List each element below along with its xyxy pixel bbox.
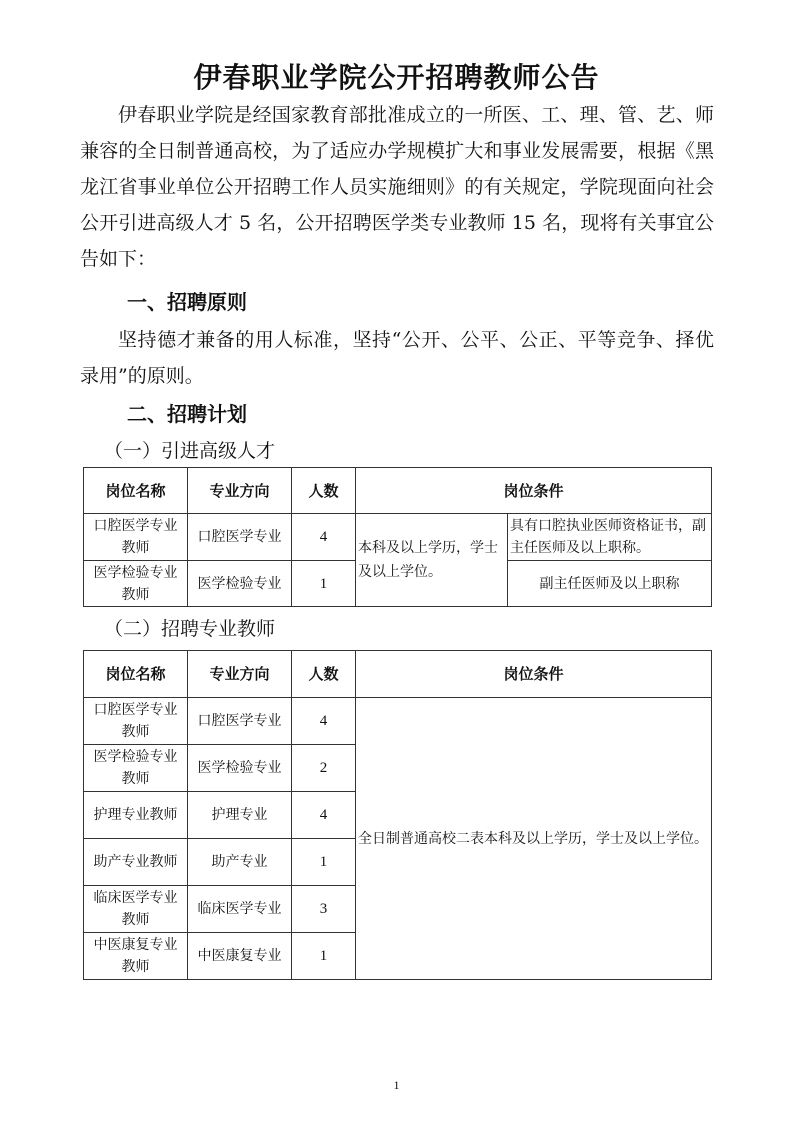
header-requirements: 岗位条件: [356, 468, 712, 514]
cell-count: 1: [292, 839, 356, 886]
cell-position: 中医康复专业教师: [84, 933, 188, 980]
intro-paragraph: 伊春职业学院是经国家教育部批准成立的一所医、工、理、管、艺、师兼容的全日制普通高校，为了适应办学规模扩大和事业发展需要，根据《黑龙江省事业单位公开招聘工作人员实施细则》的有关规定，学院现面向社会公开引进高级人才 5 名，公开招聘医学类专业教师 15 名，现将有关事宜公告如下：: [80, 104, 714, 270]
cell-position: 医学检验专业教师: [84, 561, 188, 607]
table-row: [84, 698, 712, 745]
header-requirements: 岗位条件: [356, 651, 712, 698]
header-major: 专业方向: [188, 468, 292, 514]
cell-position: 助产专业教师: [84, 839, 188, 886]
header-position: 岗位名称: [84, 468, 188, 514]
cell-count: 3: [292, 886, 356, 933]
cell-position: 口腔医学专业教师: [84, 514, 188, 561]
table-header-row: [84, 468, 712, 514]
cell-major: 医学检验专业: [188, 745, 292, 792]
cell-major: 口腔医学专业: [188, 698, 292, 745]
cell-position: 临床医学专业教师: [84, 886, 188, 933]
section1-text: 坚持德才兼备的用人标准，坚持“公开、公平、公正、平等竞争、择优录用”的原则。: [80, 329, 714, 387]
cell-common-requirement: 本科及以上学历，学士及以上学位。: [356, 514, 508, 607]
cell-position: 医学检验专业教师: [84, 745, 188, 792]
cell-count: 4: [292, 514, 356, 561]
page-title: 伊春职业学院公开招聘教师公告: [193, 61, 600, 94]
cell-count: 4: [292, 698, 356, 745]
cell-position: 护理专业教师: [84, 792, 188, 839]
cell-count: 1: [292, 933, 356, 980]
section2-heading: 二、招聘计划: [127, 402, 247, 426]
cell-extra-requirement: 副主任医师及以上职称: [508, 561, 712, 607]
header-major: 专业方向: [188, 651, 292, 698]
cell-count: 2: [292, 745, 356, 792]
section1-heading: 一、招聘原则: [127, 290, 247, 314]
header-count: 人数: [292, 651, 356, 698]
cell-major: 医学检验专业: [188, 561, 292, 607]
subsection2-heading: （二）招聘专业教师: [104, 618, 276, 640]
cell-requirement: 全日制普通高校二表本科及以上学历，学士及以上学位。: [356, 698, 712, 980]
header-position: 岗位名称: [84, 651, 188, 698]
table-header-row: [84, 651, 712, 698]
cell-major: 临床医学专业: [188, 886, 292, 933]
subsection1-heading: （一）引进高级人才: [104, 440, 276, 462]
header-count: 人数: [292, 468, 356, 514]
page-number: 1: [393, 1078, 400, 1092]
cell-extra-requirement: 具有口腔执业医师资格证书，副主任医师及以上职称。: [508, 514, 712, 561]
cell-major: 中医康复专业: [188, 933, 292, 980]
cell-count: 1: [292, 561, 356, 607]
cell-position: 口腔医学专业教师: [84, 698, 188, 745]
cell-count: 4: [292, 792, 356, 839]
table-row: [84, 514, 712, 561]
cell-major: 护理专业: [188, 792, 292, 839]
cell-major: 口腔医学专业: [188, 514, 292, 561]
cell-major: 助产专业: [188, 839, 292, 886]
teacher-recruitment-table: [83, 650, 712, 980]
senior-talent-table: [83, 467, 712, 607]
